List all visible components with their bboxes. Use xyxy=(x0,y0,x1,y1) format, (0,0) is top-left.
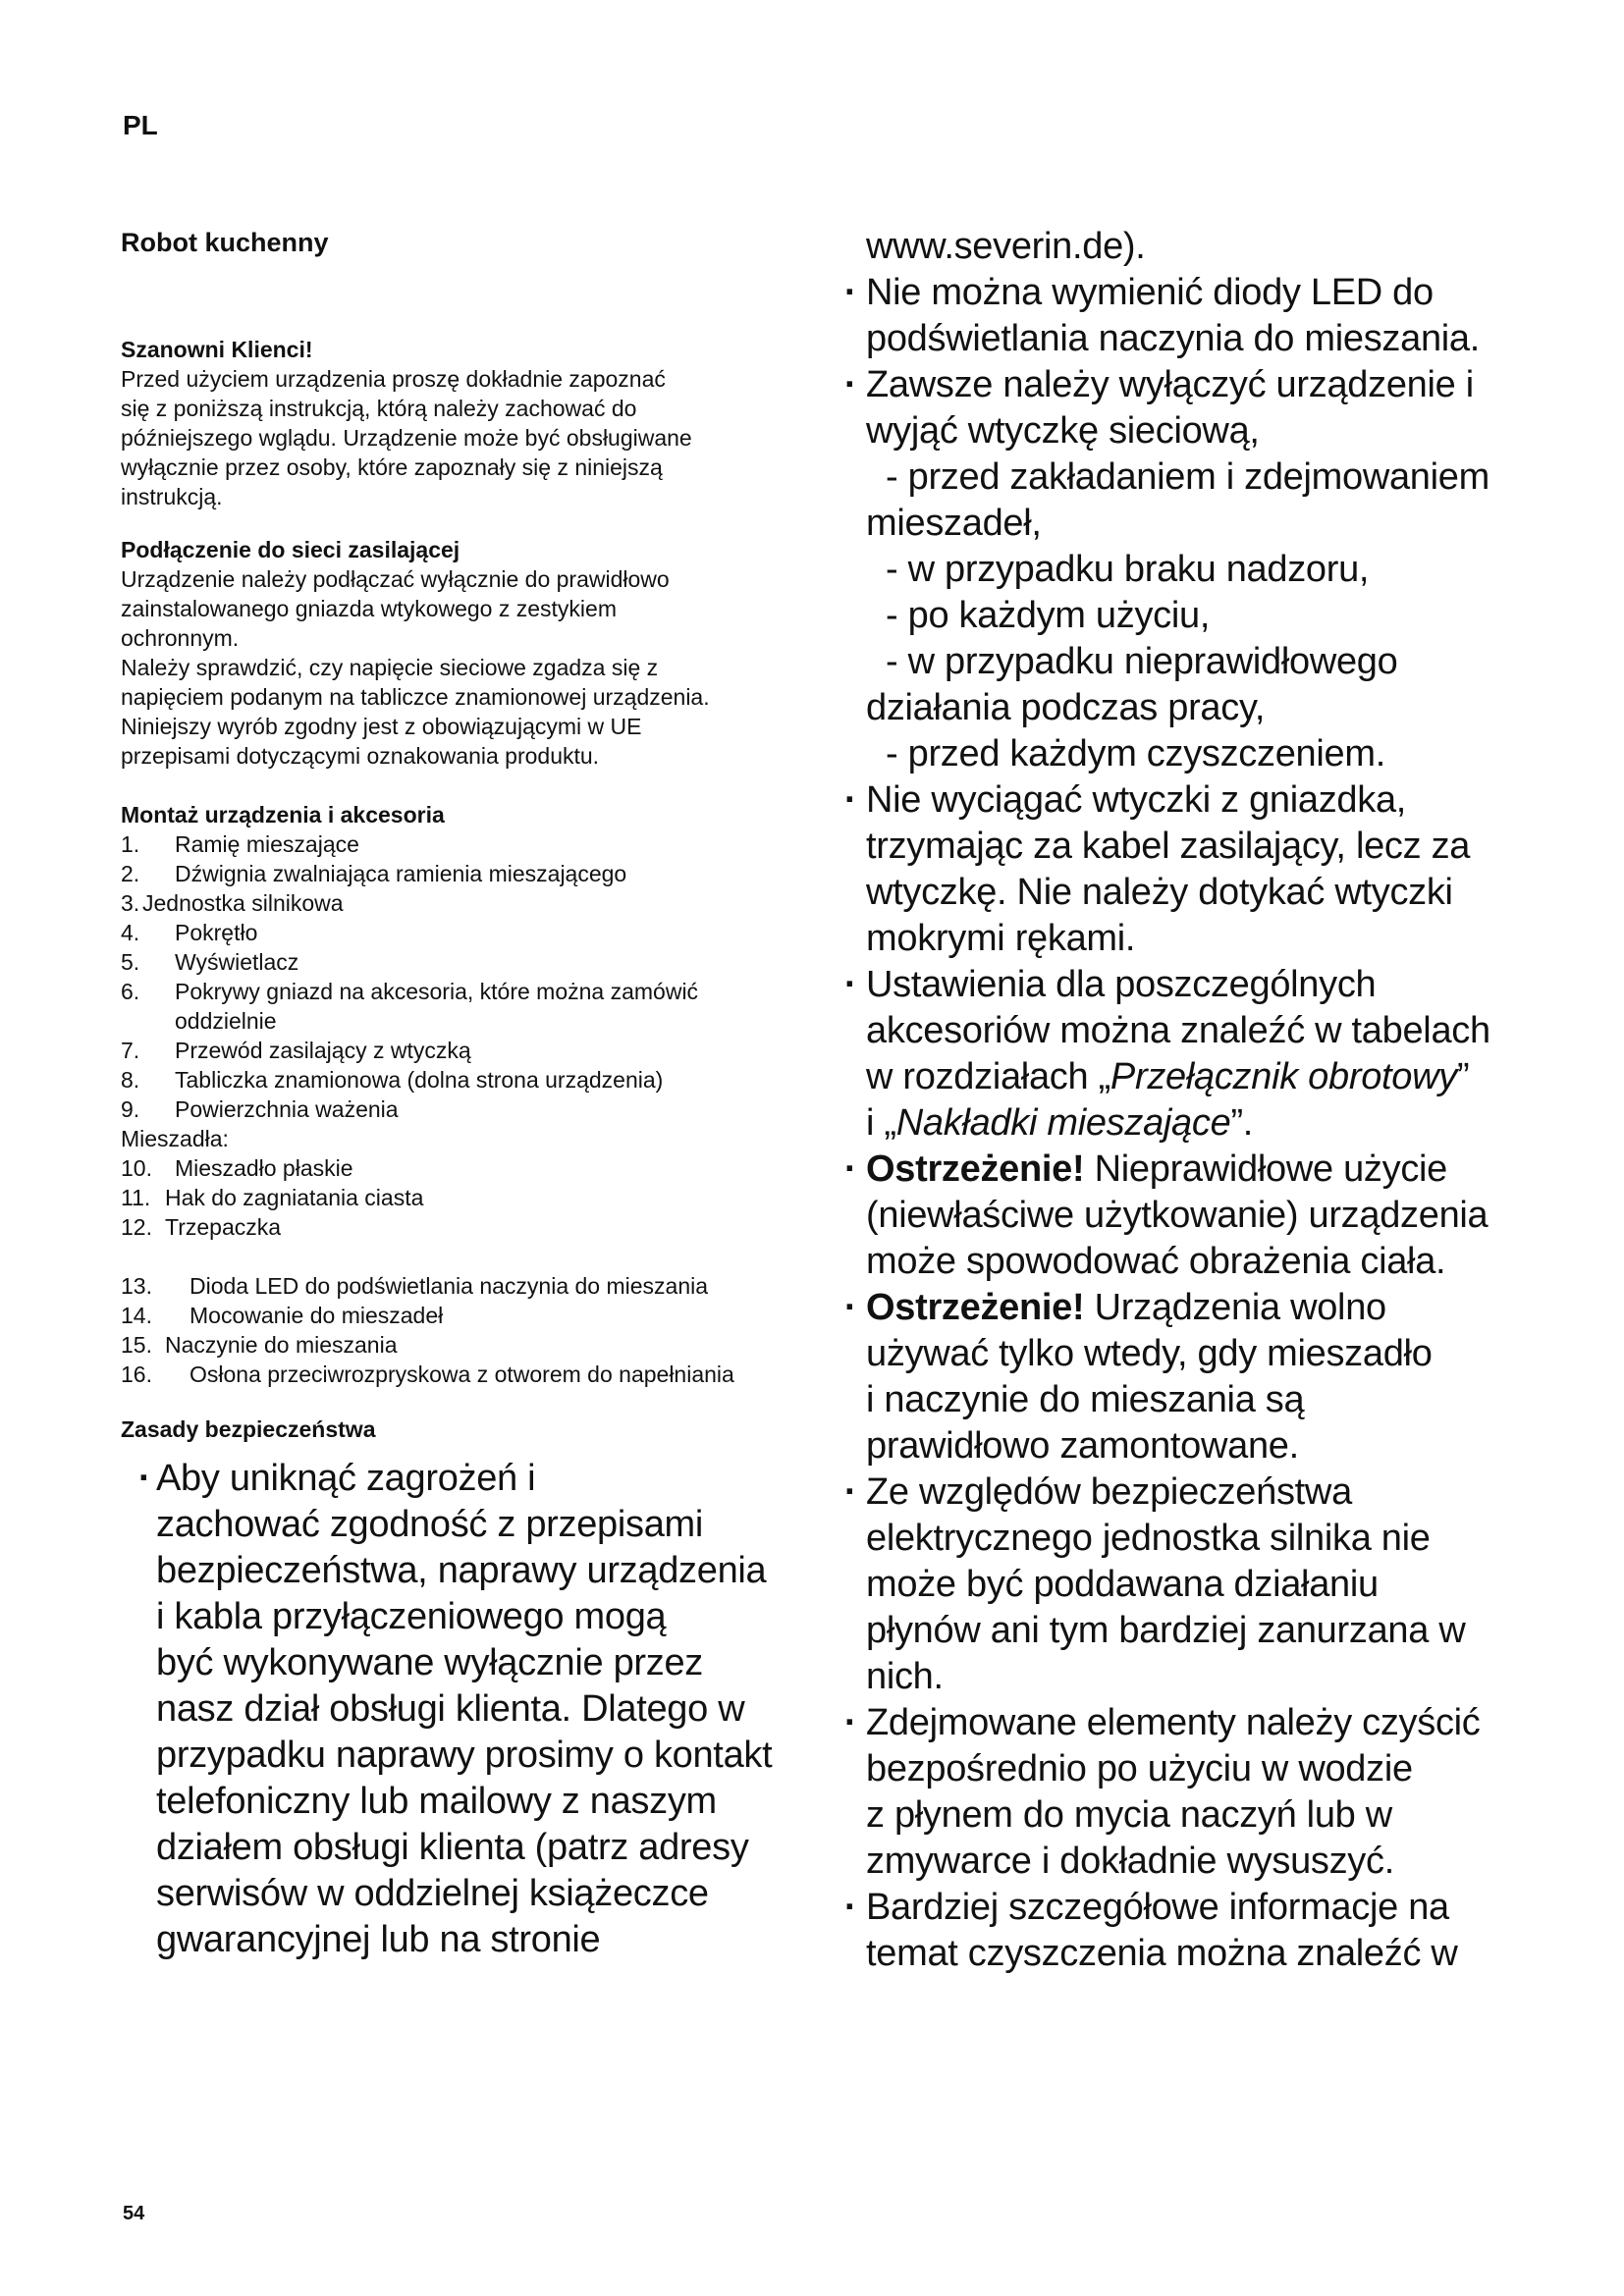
power-line: Urządzenie należy podłączać wyłącznie do prawidłowo xyxy=(121,566,670,592)
safety-bullets xyxy=(121,1456,808,1963)
bullet-icon: · xyxy=(844,1471,857,1513)
power-line: Należy sprawdzić, czy napięcie sieciowe zgadza się z xyxy=(121,655,659,680)
list-item: 11. Hak do zagniatania ciasta xyxy=(121,1185,424,1210)
continued-line: www.severin.de). xyxy=(866,226,1146,267)
bullet-icon: · xyxy=(844,964,857,1005)
list-item: oddzielnie xyxy=(175,1008,277,1034)
safety-bullets-cont xyxy=(837,270,1543,1977)
list-item: 5. Wyświetlacz xyxy=(121,949,299,975)
document-title: Robot kuchenny xyxy=(121,228,329,257)
power-line: zainstalowanego gniazda wtykowego z zestykiem xyxy=(121,596,617,621)
intro-line: się z poniższą instrukcją, którą należy zachować do xyxy=(121,396,637,421)
safety-bullet: · Zdejmowane elementy należy czyścić bezpośrednio po użyciu w wodzie z płynem do mycia naczyń lub w zmywarce i dokładnie wysuszyć. xyxy=(844,1702,1481,1882)
bullet-icon: · xyxy=(844,1887,857,1928)
bullet-icon: · xyxy=(844,1287,857,1328)
parts-list xyxy=(121,829,808,1124)
safety-heading: Zasady bezpieczeństwa xyxy=(121,1416,376,1442)
list-item: 8. Tabliczka znamionowa (dolna strona urządzenia) xyxy=(121,1067,664,1093)
other-parts-list xyxy=(121,1271,808,1389)
power-line: Niniejszy wyrób zgodny jest z obowiązującymi w UE xyxy=(121,714,642,739)
mixers-list xyxy=(121,1153,808,1242)
safety-section xyxy=(121,1415,808,1963)
left-column xyxy=(121,226,808,1963)
list-item: 6. Pokrywy gniazd na akcesoria, które można zamówić xyxy=(121,979,699,1004)
power-line: napięciem podanym na tabliczce znamionowej urządzenia. xyxy=(121,684,710,710)
safety-bullet: · Nie można wymienić diody LED do podświetlania naczynia do mieszania. xyxy=(844,272,1481,359)
intro-line: wyłącznie przez osoby, które zapoznały się z niniejszą xyxy=(121,454,663,480)
page-number: 54 xyxy=(123,2203,145,2224)
list-item: 1. Ramię mieszające xyxy=(121,831,359,857)
intro-heading: Szanowni Klienci! xyxy=(121,337,313,362)
list-item: 13. Dioda LED do podświetlania naczynia do mieszania xyxy=(121,1273,709,1299)
power-line: ochronnym. xyxy=(121,625,240,651)
safety-bullet: · Ostrzeżenie! Nieprawidłowe użycie (niewłaściwe użytkowanie) urządzenia może spowodować obrażenia ciała. xyxy=(844,1148,1489,1282)
safety-bullet: · Ustawienia dla poszczególnych akcesoriów można znaleźć w tabelach w rozdziałach „Przełącznik obrotowy” i „Nakładki mieszające”. xyxy=(844,964,1490,1144)
safety-bullet: · Nie wyciągać wtyczki z gniazdka, trzymając za kabel zasilający, lecz za wtyczkę. Nie należy dotykać wtyczki mokrymi rękami. xyxy=(844,779,1471,959)
assembly-heading: Montaż urządzenia i akcesoria xyxy=(121,802,445,828)
bullet-icon: · xyxy=(138,1458,151,1499)
list-item: 2. Dźwignia zwalniająca ramienia mieszającego xyxy=(121,861,627,886)
list-item: 4. Pokrętło xyxy=(121,920,258,945)
list-item: 14. Mocowanie do mieszadeł xyxy=(121,1303,444,1328)
power-line: przepisami dotyczącymi oznakowania produktu. xyxy=(121,743,600,769)
list-item: 10. Mieszadło płaskie xyxy=(121,1155,353,1181)
assembly-section xyxy=(121,800,808,1389)
bullet-icon: · xyxy=(844,1702,857,1743)
bullet-icon: · xyxy=(844,1148,857,1190)
list-item: 9. Powierzchnia ważenia xyxy=(121,1096,399,1122)
intro-line: późniejszego wglądu. Urządzenie może być obsługiwane xyxy=(121,425,692,451)
power-section xyxy=(121,535,808,771)
intro-section xyxy=(121,335,808,511)
list-item: 3. Jednostka silnikowa xyxy=(121,890,344,916)
safety-bullet: · Ostrzeżenie! Urządzenia wolno używać tylko wtedy, gdy mieszadło i naczynie do mieszania są prawidłowo zamontowane. xyxy=(844,1287,1433,1467)
bullet-icon: · xyxy=(844,272,857,313)
language-code: PL xyxy=(123,110,158,140)
list-item: 7. Przewód zasilający z wtyczką xyxy=(121,1038,471,1063)
list-item: 12. Trzepaczka xyxy=(121,1214,282,1240)
list-item: 16. Osłona przeciwrozpryskowa z otworem do napełniania xyxy=(121,1362,734,1387)
safety-bullet: · Aby uniknąć zagrożeń i zachować zgodność z przepisami bezpieczeństwa, naprawy urządzenia i kabla przyłączeniowego mogą być wykonywane wyłącznie przez nasz dział obsługi klienta. Dlatego w przypadku naprawy prosimy o kontakt telefoniczny lub mailowy z naszym działem obsługi klienta (patrz adresy serwisów w oddzielnej książeczce gwarancyjnej lub na stronie xyxy=(138,1458,773,1960)
power-heading: Podłączenie do sieci zasilającej xyxy=(121,537,460,562)
safety-bullet: · Bardziej szczegółowe informacje na temat czyszczenia można znaleźć w xyxy=(844,1887,1458,1974)
intro-line: Przed użyciem urządzenia proszę dokładnie zapoznać xyxy=(121,366,666,392)
bullet-icon: · xyxy=(844,364,857,405)
intro-line: instrukcją. xyxy=(121,484,223,509)
bullet-icon: · xyxy=(844,779,857,821)
safety-bullet: · Ze względów bezpieczeństwa elektrycznego jednostka silnika nie może być poddawana działaniu płynów ani tym bardziej zanurzana w nich. xyxy=(844,1471,1466,1697)
list-item: 15. Naczynie do mieszania xyxy=(121,1332,398,1358)
right-column xyxy=(837,224,1543,1977)
mixers-label: Mieszadła: xyxy=(121,1126,229,1151)
safety-bullet: · Zawsze należy wyłączyć urządzenie i wyjąć wtyczkę sieciową, - przed zakładaniem i zdejmowaniem mieszadeł, - w przypadku braku nadzoru, - po każdym użyciu, - w przypadku nieprawidłowego działania podczas pracy, - przed każdym czyszczeniem. xyxy=(844,364,1489,774)
